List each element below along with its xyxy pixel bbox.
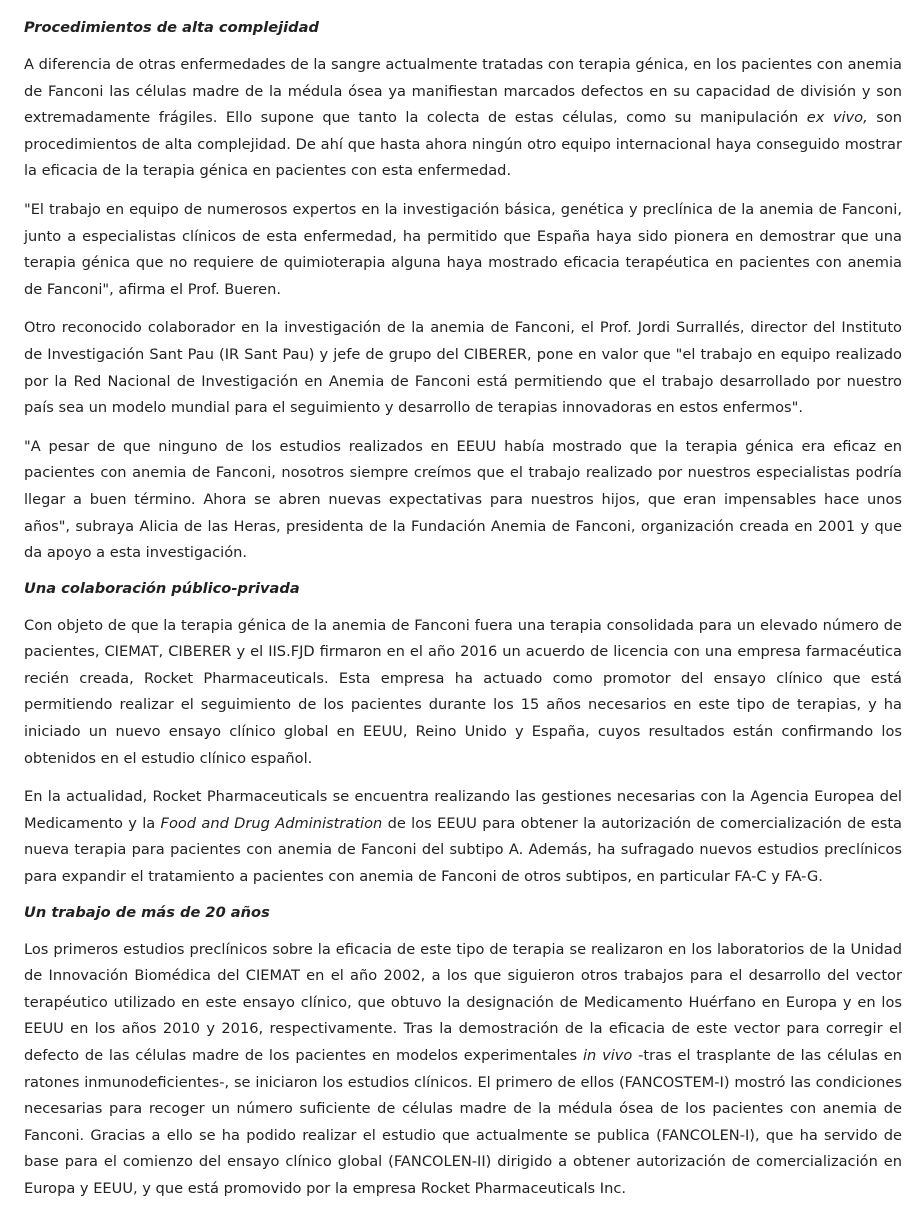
cropped-text (24, 0, 902, 3)
cropped-text-line (24, 0, 902, 3)
paragraph-text: En la actualidad, Rocket Pharmaceuticals se encuentra realizando las gestiones necesarias con la Agencia Europea del Medicamento y la (24, 788, 902, 832)
paragraph (24, 784, 902, 890)
paragraph: "El trabajo en equipo de numerosos expertos en la investigación básica, genética y preclínica de la anemia de Fanconi, junto a especialistas clínicos de esta enfermedad, ha permitido que España haya sido pionera en demostrar que una terapia génica que no requiere de quimioterapia alguna haya mostrado eficacia terapéutica en pacientes con anemia de Fanconi", afirma el Prof. Bueren. (24, 200, 902, 298)
paragraph-emphasis: Food and Drug Administration (160, 814, 383, 832)
paragraph: Con objeto de que la terapia génica de la anemia de Fanconi fuera una terapia consolidada para un elevado número de pacientes, CIEMAT, CIBERER y el IIS.FJD firmaron en el año 2016 un acuerdo de licencia con una empresa farmacéutica recién creada, Rocket Pharmaceuticals. Esta empresa ha actuado como promotor del ensayo clínico que está permitiendo realizar el seguimiento de los pacientes durante los 15 años necesarios en este tipo de terapias, y ha iniciado un nuevo ensayo clínico global en EEUU, Reino Unido y España, cuyos resultados están confirmando los obtenidos en el estudio clínico español. (24, 616, 902, 767)
paragraph-text: -tras el trasplante de las células en ratones inmunodeficientes-, se iniciaron los estudios clínicos. El primero de ellos (FANCOSTEM-I) mostró las condiciones necesarias para recoger un número suficiente de células madre de la médula ósea de los pacientes con anemia de Fanconi. Gracias a ello se ha podido realizar el estudio que actualmente se publica (FANCOLEN-I), que ha servido de base para el comienzo del ensayo clínico global (FANCOLEN-II) dirigido a obtener autorización de comercialización en Europa y EEUU, y que está promovido por la empresa Rocket Pharmaceuticals Inc. (24, 1047, 903, 1197)
paragraph-text: A diferencia de otras enfermedades de la sangre actualmente tratadas con terapia génica, en los pacientes con anemia de Fanconi las células madre de la médula ósea ya manifiestan marcados defectos en su capacidad de división y son extremadamente frágiles. Ello supone que tanto la colecta de estas células, como su manipulación (24, 56, 902, 127)
paragraph-emphasis: ex vivo, (806, 109, 868, 127)
paragraph-emphasis: in vivo (582, 1047, 633, 1064)
paragraph: Otro reconocido colaborador en la investigación de la anemia de Fanconi, el Prof. Jordi Surrallés, director del Instituto de Investigación Sant Pau (IR Sant Pau) y jefe de grupo del CIBERER, pone en valor que "el trabajo en equipo realizado por la Red Nacional de Investigación en Anemia de Fanconi está permitiendo que el trabajo desarrollado por nuestro país sea un modelo mundial para el seguimiento y desarrollo de terapias innovadoras en estos enfermos". (24, 319, 902, 417)
section-heading-procedimientos: Procedimientos de alta complejidad (24, 19, 319, 36)
section-heading-colaboracion: Una colaboración público-privada (24, 579, 300, 597)
section-heading-trabajo: Un trabajo de más de 20 años (24, 903, 270, 921)
paragraph-text: de los EEUU para obtener la autorización de comercialización de esta nueva terapia para pacientes con anemia de Fanconi del subtipo A. Además, ha sufragado nuevos estudios preclínicos para expandir el tratamiento a pacientes con anemia de Fanconi de otros subtipos, en particular FA-C y FA-G. (24, 814, 902, 886)
paragraph-text: Los primeros estudios preclínicos sobre la eficacia de este tipo de terapia se realizaron en los laboratorios de la Unidad de Innovación Biomédica del CIEMAT en el año 2002, a los que siguieron otros trabajos para el desarrollo del vector terapéutico utilizado en este ensayo clínico, que obtuvo la designación de Medicamento Huérfano en Europa y en los EEUU en los años 2010 y 2016, respectivamente. Tras la demostración de la eficacia de este vector para corregir el defecto de las células madre de los pacientes en modelos experimentales (24, 940, 902, 1064)
paragraph (24, 937, 902, 1203)
paragraph (24, 52, 902, 185)
paragraph: "A pesar de que ninguno de los estudios realizados en EEUU había mostrado que la terapia génica era eficaz en pacientes con anemia de Fanconi, nosotros siempre creímos que el trabajo realizado por nuestros especialistas podría llegar a buen término. Ahora se abren nuevas expectativas para nuestros hijos, que eran impensables hace unos años", subraya Alicia de las Heras, presidenta de la Fundación Anemia de Fanconi, organización creada en 2001 y que da apoyo a esta investigación. (24, 437, 902, 562)
paragraph-text: son procedimientos de alta complejidad. De ahí que hasta ahora ningún otro equipo internacional haya conseguido mostrar la eficacia de la terapia génica en pacientes con esta enfermedad. (24, 109, 902, 180)
article-body (24, 0, 902, 1215)
